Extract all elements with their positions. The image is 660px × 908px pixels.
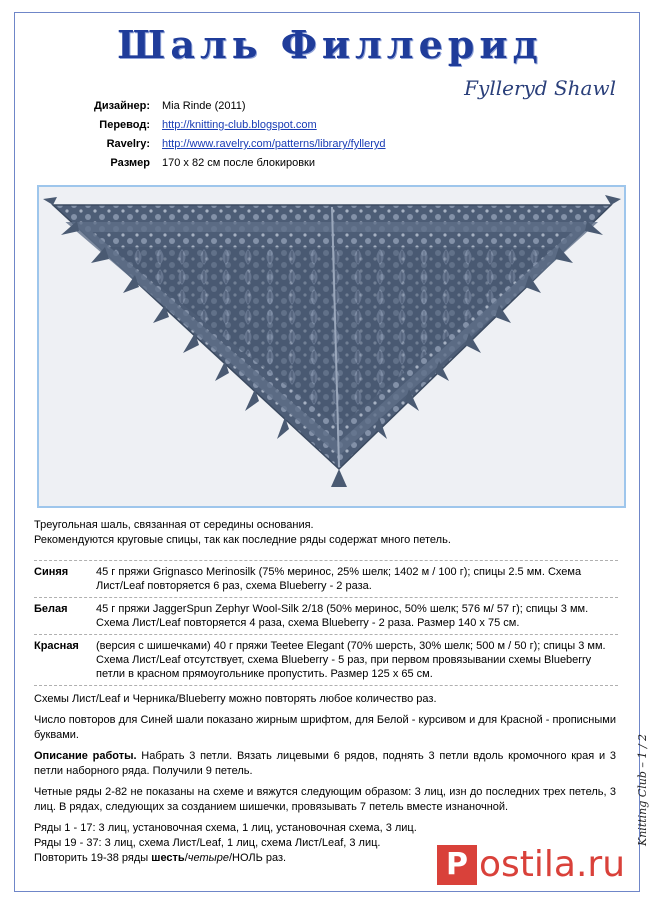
meta-label: Перевод: (99, 119, 150, 131)
meta-row-translation (66, 119, 386, 138)
intro-line: Треугольная шаль, связанная от середины основания. (34, 519, 314, 531)
row-italic: четыре (187, 852, 229, 864)
row-line: Ряды 19 - 37: 3 лиц, схема Лист/Leaf, 1 лиц, схема Лист/Leaf, 3 лиц. (34, 837, 381, 849)
row-text: / (184, 852, 188, 864)
work-description-heading: Описание работы. (34, 750, 137, 762)
yarn-row-blue (34, 560, 618, 597)
meta-label: Ravelry: (106, 138, 150, 150)
row-text: Повторить 19-38 ряды (34, 852, 152, 864)
intro-line: Рекомендуются круговые спицы, так как последние ряды содержат много петель. (34, 534, 451, 546)
shawl-illustration (39, 187, 624, 506)
yarn-table (34, 560, 618, 686)
yarn-row-red (34, 634, 618, 686)
meta-row-size (66, 157, 386, 176)
watermark-letter: P (446, 847, 468, 882)
work-description-text: Набрать 3 петли. Вязать лицевыми 6 рядов, поднять 3 петли вдоль кромочного края и 3 петли наборного ряда. Получили 9 петель. (34, 750, 617, 777)
row-bold: шесть (151, 852, 185, 864)
page-subtitle: Fylleryd Shawl (464, 76, 616, 100)
meta-value: Mia Rinde (2011) (162, 100, 246, 112)
meta-row-designer (66, 100, 386, 119)
yarn-name: Белая (34, 603, 68, 615)
meta-label: Размер (110, 157, 150, 169)
row-text: /НОЛЬ раз. (228, 852, 287, 864)
yarn-name: Красная (34, 640, 79, 652)
meta-row-ravelry (66, 138, 386, 157)
yarn-description: (версия с шишечками) 40 г пряжи Teetee Elegant (70% шерсть, 30% шелк; 500 м / 50 г); спицы 3 мм. Схема Лист/Leaf отсутствует, схема Blueberry - 5 раз, при первом провязывании схемы Blueberry петли в красном прямоугольнике пропустить. Размер 125 x 65 см. (96, 640, 606, 680)
meta-label: Дизайнер: (94, 100, 150, 112)
watermark-text: ostila.ru (479, 844, 626, 885)
note-paragraph: Схемы Лист/Leaf и Черника/Blueberry можно повторять любое количество раз. (34, 693, 437, 705)
meta-value: 170 x 82 см после блокировки (162, 157, 316, 169)
page-footer: Knitting Club – 1 / 2 (636, 733, 649, 846)
work-description (34, 749, 616, 779)
watermark-logo (437, 845, 477, 885)
page-title: Шаль Филлерид (117, 22, 543, 67)
instructions (34, 692, 616, 866)
intro-text (34, 518, 624, 548)
yarn-description: 45 г пряжи JaggerSpun Zephyr Wool-Silk 2/18 (50% меринос, 50% шелк; 576 м/ 57 г); спицы 3 мм. Схема Лист/Leaf повторяется 4 раза, схема Blueberry - 2 раза. Размер 140 x 75 см. (96, 603, 589, 629)
ravelry-link[interactable]: http://www.ravelry.com/patterns/library/fylleryd (162, 138, 386, 150)
yarn-row-white (34, 597, 618, 634)
yarn-description: 45 г пряжи Grignasco Merinosilk (75% меринос, 25% шелк; 1402 м / 100 г); спицы 2.5 мм. Схема Лист/Leaf повторяется 6 раз, схема Blueberry - 2 раза. (96, 566, 582, 592)
yarn-name: Синяя (34, 566, 69, 578)
row-line: Ряды 1 - 17: 3 лиц, установочная схема, 1 лиц, установочная схема, 3 лиц. (34, 822, 417, 834)
note-paragraph: Число повторов для Синей шали показано жирным шрифтом, для Белой - курсивом и для Красной - прописными буквами. (34, 714, 616, 741)
note-paragraph: Четные ряды 2-82 не показаны на схеме и вяжутся следующим образом: 3 лиц, изн до последних трех петель, 3 лиц. В рядах, следующих за созданием шишечки, провязывать 7 петель вместе изнаночной. (34, 786, 616, 813)
shawl-photo (37, 185, 626, 508)
meta-info (66, 100, 386, 176)
watermark (437, 844, 625, 885)
translation-link[interactable]: http://knitting-club.blogspot.com (162, 119, 317, 131)
